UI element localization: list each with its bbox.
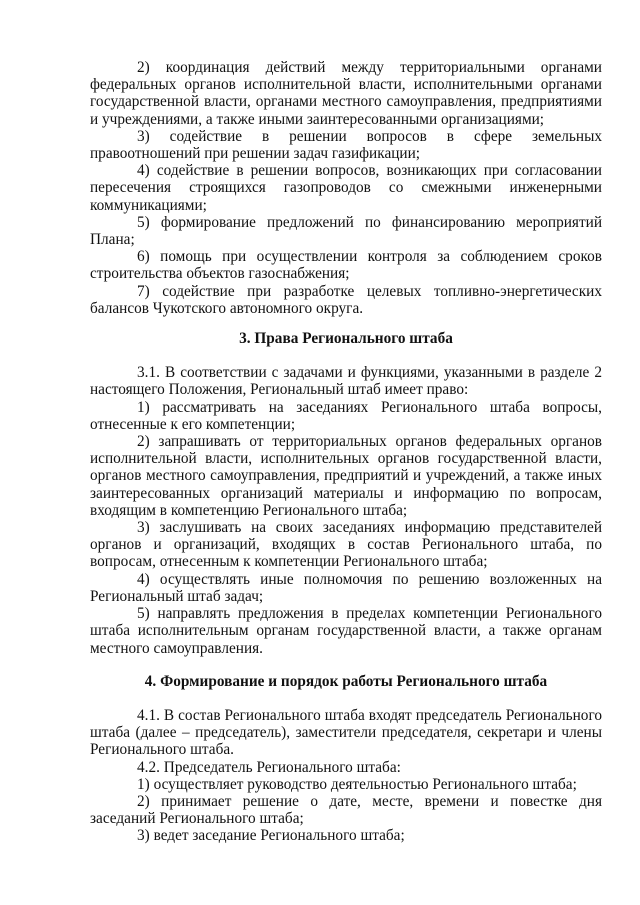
list-item: 6) помощь при осуществлении контроля за соблюдением сроков строительства объектов газоснабжения;: [90, 248, 602, 283]
list-item: 2) принимает решение о дате, месте, времени и повестке дня заседаний Регионального штаба;: [90, 792, 602, 828]
list-item: 4) осуществлять иные полномочия по решению возложенных на Региональный штаб задач;: [90, 570, 602, 605]
list-item: 2) координация действий между территориальными органами федеральных органов исполнительной власти, исполнительными органами государственной власти, органами местного самоуправления, предприятиями и учреждениями, а также иными заинтересованными организациями;: [90, 59, 602, 128]
list-item: 5) формирование предложений по финансированию мероприятий Плана;: [90, 213, 602, 249]
document-page: [90, 59, 602, 845]
section-spacer: [90, 317, 602, 330]
list-item: 4) содействие в решении вопросов, возникающих при согласовании пересечения строящихся газопроводов со смежными инженерными коммуникациями;: [90, 162, 602, 214]
list-item: 5) направлять предложения в пределах компетенции Регионального штаба исполнительным органам государственной власти, а также органам местного самоуправления.: [90, 605, 602, 657]
section-4-title: 4. Формирование и порядок работы Регионального штаба: [144, 672, 548, 690]
list-item: 1) осуществляет руководство деятельностью Регионального штаба;: [137, 775, 577, 793]
list-item: 3.1. В соответствии с задачами и функциями, указанными в разделе 2 настоящего Положения, Региональный штаб имеет право:: [90, 364, 602, 399]
list-item: 4.1. В состав Регионального штаба входят председатель Регионального штаба (далее – председатель), заместители председателя, секретари и члены Регионального штаба.: [90, 706, 602, 759]
list-item: 2) запрашивать от территориальных органов федеральных органов исполнительной власти, исполнительных органов государственной власти, органов местного самоуправления, предприятий и учреждений, а также иных заинтересованных организаций материалы и информацию по вопросам, входящим в компетенцию Регионального штаба;: [90, 433, 602, 519]
list-item: 1) рассматривать на заседаниях Регионального штаба вопросы, отнесенные к его компетенции;: [90, 398, 602, 433]
section-spacer: [90, 657, 602, 673]
list-item: 3) заслушивать на своих заседаниях информацию представителей органов и организаций, входящих в состав Регионального штаба, по вопросам, отнесенным к компетенции Регионального штаба;: [90, 519, 602, 571]
list-item: 3) ведет заседание Регионального штаба;: [137, 827, 405, 845]
list-item: 4.2. Председатель Регионального штаба:: [137, 758, 401, 776]
list-item: 7) содействие при разработке целевых топливно-энергетических балансов Чукотского автономного округа.: [90, 282, 602, 317]
section-spacer: [90, 347, 602, 364]
section-3-title: 3. Права Регионального штаба: [239, 330, 453, 348]
section-spacer: [90, 690, 602, 707]
list-item: 3) содействие в решении вопросов в сфере земельных правоотношений при решении задач газификации;: [90, 127, 602, 163]
